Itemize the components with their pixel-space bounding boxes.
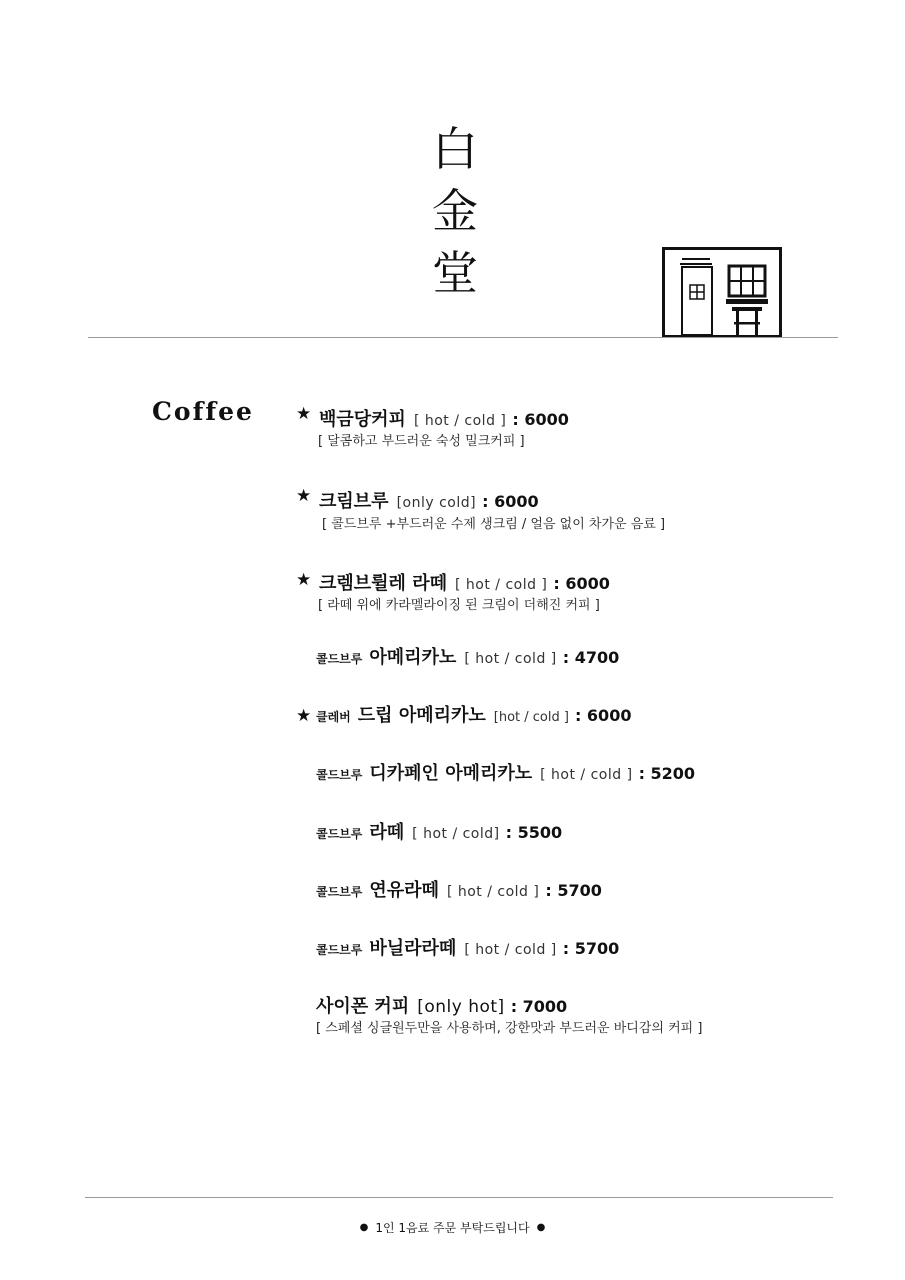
item-temperature: [only cold] <box>396 495 477 511</box>
item-temperature: [ hot / cold ] <box>446 884 540 900</box>
star-icon: ★ <box>296 570 312 590</box>
star-icon: ★ <box>296 706 312 726</box>
footer-note-text: 1인 1음료 주문 부탁드립니다 <box>375 1221 530 1235</box>
item-temperature: [ hot / cold ] <box>464 942 557 958</box>
item-temperature: [ hot / cold] <box>412 826 500 842</box>
item-prefix: 콜드브루 <box>316 943 363 957</box>
item-price: : 5700 <box>562 939 620 958</box>
brand-char-2: 金 <box>432 184 478 238</box>
brand-char-3: 堂 <box>432 246 478 300</box>
item-temperature: [ hot / cold ] <box>454 577 548 593</box>
item-prefix: 콜드브루 <box>316 827 363 841</box>
item-description: [ 라떼 위에 카라멜라이징 된 크림이 더해진 커피 ] <box>318 598 600 613</box>
item-name: 백금당커피 <box>319 409 406 430</box>
item-prefix: 콜드브루 <box>316 768 363 782</box>
item-name: 크렘브륄레 라떼 <box>319 573 447 594</box>
item-temperature: [hot / cold ] <box>493 710 569 725</box>
bottom-divider <box>85 1197 833 1198</box>
item-name: 바닐라라떼 <box>369 938 457 959</box>
item-price: : 6000 <box>482 492 539 511</box>
item-name: 라떼 <box>369 822 405 843</box>
item-price: : 6000 <box>574 706 632 725</box>
item-prefix: 콜드브루 <box>316 885 363 899</box>
item-price: : 7000 <box>510 997 568 1016</box>
item-name: 아메리카노 <box>369 647 457 668</box>
star-icon: ★ <box>296 404 312 424</box>
item-price: : 4700 <box>562 648 620 667</box>
item-price: : 5700 <box>545 881 602 900</box>
item-price: : 5200 <box>638 764 696 783</box>
item-temperature: [ hot / cold ] <box>464 651 557 667</box>
item-price: : 5500 <box>505 823 563 842</box>
item-name: 디카페인 아메리카노 <box>369 763 533 784</box>
section-title-coffee: Coffee <box>152 397 254 426</box>
item-description: [ 달콤하고 부드러운 숙성 밀크커피 ] <box>318 434 525 449</box>
item-name: 크림브루 <box>319 491 389 512</box>
item-price: : 6000 <box>512 410 569 429</box>
storefront-icon <box>662 247 782 337</box>
item-temperature: [ hot / cold ] <box>540 767 633 783</box>
item-temperature: [ hot / cold ] <box>413 413 507 429</box>
item-prefix: 클레버 <box>316 710 351 724</box>
item-temperature: [only hot] <box>417 997 505 1017</box>
brand-title <box>420 118 490 304</box>
bullet-icon: ● <box>536 1222 546 1233</box>
star-icon: ★ <box>296 486 312 506</box>
item-prefix: 콜드브루 <box>316 652 363 666</box>
item-price: : 6000 <box>553 574 610 593</box>
item-name: 드립 아메리카노 <box>357 705 486 726</box>
item-name: 연유라떼 <box>369 880 439 901</box>
footer-note <box>0 1219 905 1236</box>
item-description: [ 콜드브루 +부드러운 수제 생크림 / 얼음 없이 차가운 음료 ] <box>322 517 666 532</box>
top-divider <box>88 337 838 338</box>
item-name: 사이폰 커피 <box>316 996 410 1017</box>
brand-char-1: 白 <box>432 122 478 176</box>
item-description: [ 스페셜 싱글원두만을 사용하며, 강한맛과 부드러운 바디감의 커피 ] <box>316 1021 703 1036</box>
bullet-icon: ● <box>359 1222 369 1233</box>
